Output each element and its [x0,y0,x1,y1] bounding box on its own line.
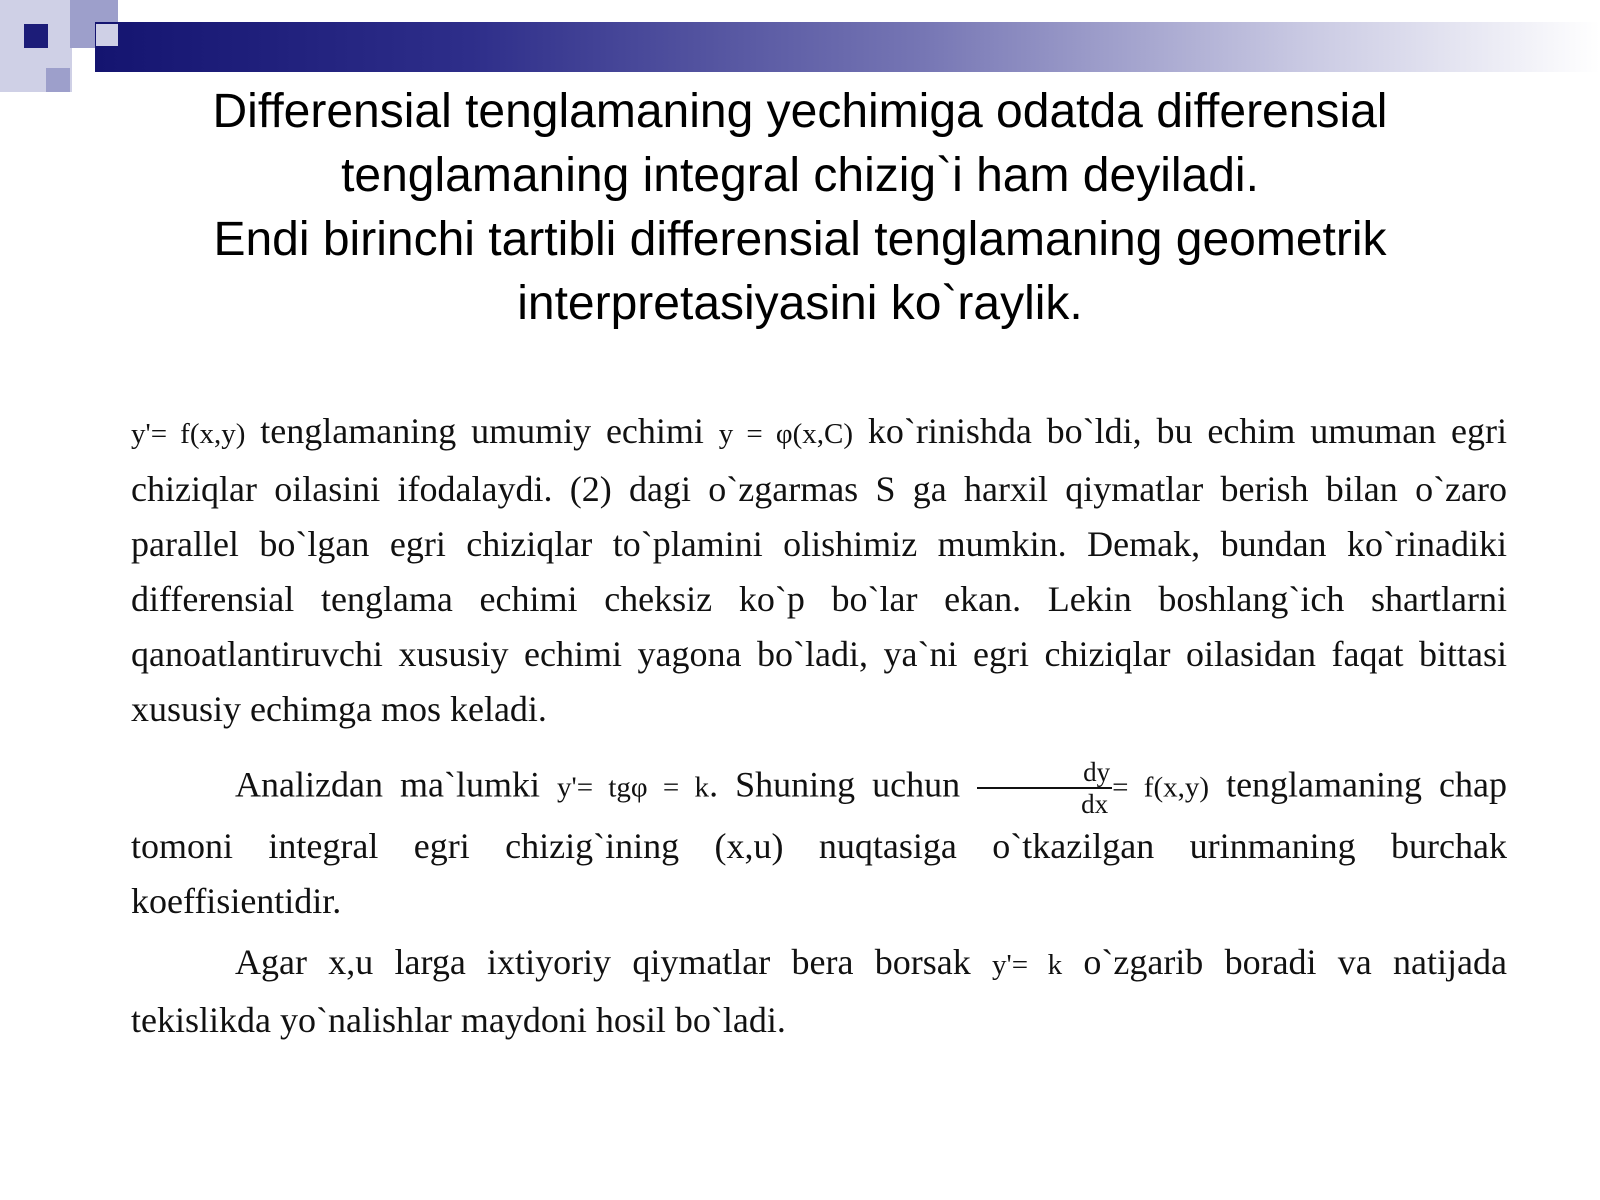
equation: y'= tgφ = k [556,771,710,804]
text: . Shuning uchun [709,764,978,805]
title-line: tenglamaning integral chizig`i ham deyiladi. [341,149,1259,202]
title-line: interpretasiyasini ko`raylik. [517,277,1083,330]
decor-square [24,24,48,48]
slide-title [120,80,1480,336]
text: o`zgarib boradi va natijada tekislikda yo`nalishlar maydoni hosil bo`ladi. [131,942,1507,1040]
text: Agar x,u larga ixtiyoriy qiymatlar bera borsak [235,942,992,982]
text: tenglamaning chap tomoni integral egri chizig`ining (x,u) nuqtasiga o`tkazilgan urinmaning burchak koeffisientidir. [131,764,1507,921]
title-line: Differensial tenglamaning yechimiga odatda differensial [212,85,1388,138]
title-line: Endi birinchi tartibli differensial tenglamaning geometrik [213,213,1387,266]
text: Analizdan ma`lumki [235,764,557,805]
fraction-numerator: dy [977,757,1112,789]
equation: = f(x,y) [1112,771,1210,804]
fraction-dy-dx [977,757,1112,819]
equation: y'= k [992,949,1063,981]
header-gradient-bar [95,22,1600,72]
fraction-denominator: dx [1081,789,1109,819]
equation: y'= f(x,y) [131,418,246,450]
decor-square [46,68,70,92]
slide-body-text [131,404,1507,1048]
paragraph-direction-field [131,935,1507,1048]
paragraph-general-solution [131,404,1507,737]
text: tenglamaning umumiy echimi [245,411,719,451]
text: ko`rinishda bo`ldi, bu echim umuman egri chiziqlar oilasini ifodalaydi. (2) dagi o`zgarmas S ga harxil qiymatlar berish bilan o`zaro parallel bo`lgan egri chiziqlar to`plamini olishimiz mumkin. Demak, bundan ko`rinadiki differensial tenglama echimi cheksiz ko`p bo`lar ekan. Lekin boshlang`ich shartlarni qanoatlantiruvchi xususiy echimi yagona bo`ladi, ya`ni egri chiziqlar oilasidan faqat bittasi xususiy echimga mos keladi. [131,411,1507,729]
equation: y = φ(x,C) [718,418,853,450]
paragraph-slope [131,757,1507,929]
decor-square [96,24,118,46]
